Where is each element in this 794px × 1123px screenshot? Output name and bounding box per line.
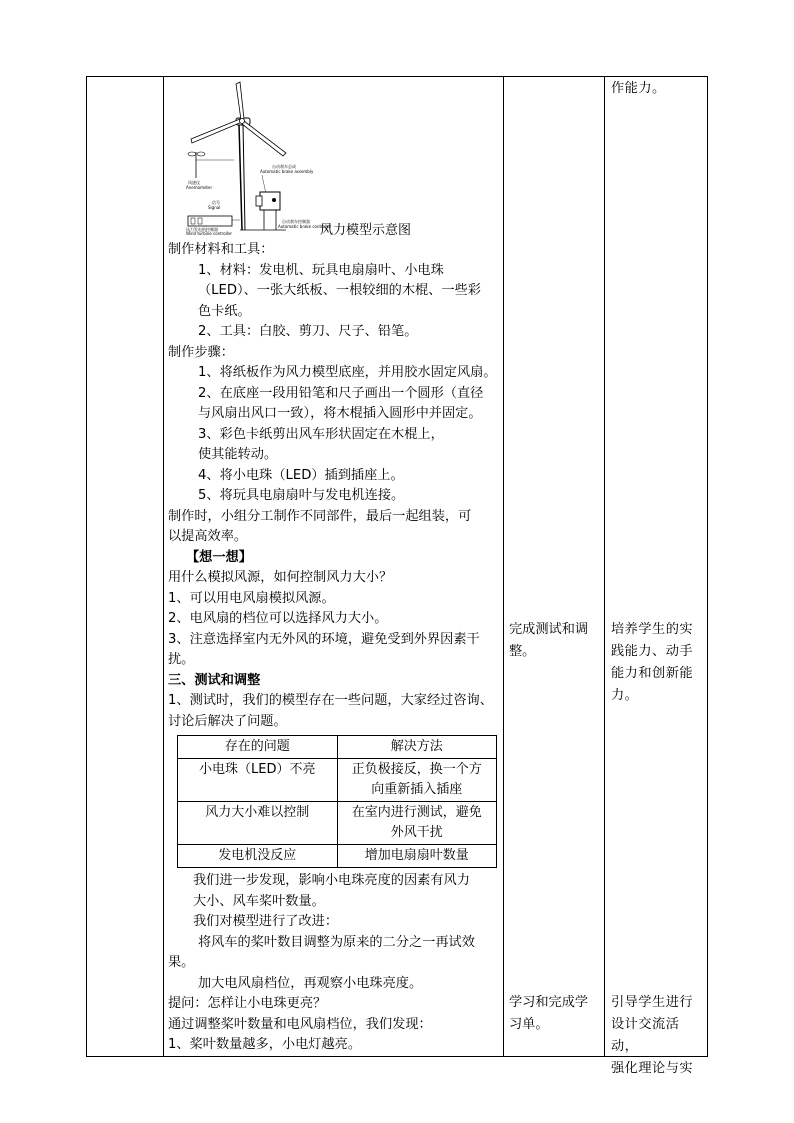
- materials-item-1-cont: （LED）、一张大纸板、一根较细的木棍、一些彩: [198, 283, 481, 298]
- student-activity-2: [509, 992, 601, 1036]
- wind-turbine-diagram: [182, 80, 342, 236]
- solution-cell: [337, 802, 497, 845]
- problem-cell: 小电珠（LED）不亮: [178, 759, 338, 802]
- table-border-top: [86, 76, 708, 77]
- test-section-title: 三、测试和调整: [168, 672, 261, 688]
- design-intent-2: [611, 992, 705, 1080]
- intent-line: 践能力、动手: [611, 644, 694, 659]
- intent-line: 强化理论与实: [611, 1061, 694, 1076]
- student-activity-1: [509, 619, 601, 663]
- teaching-content-column: [168, 80, 500, 1056]
- intent-line: 作能力。: [611, 81, 666, 96]
- table-border-left: [86, 76, 87, 1057]
- intent-line: 培养学生的实: [611, 622, 694, 637]
- table-border-right: [707, 76, 708, 1057]
- solution-line: 外风干扰: [390, 825, 443, 840]
- header-problem: 存在的问题: [178, 736, 338, 759]
- step-4: 4、将小电珠（LED）插到插座上。: [198, 467, 404, 483]
- anemometer-label-cn: 风速仪: [188, 180, 200, 185]
- test-intro: 1、测试时，我们的模型存在一些问题，大家经过咨询、: [168, 693, 493, 708]
- signal-label-en: Signal: [208, 205, 221, 210]
- materials-item-1: 1、材料：发电机、玩具电扇扇叶、小电珠: [198, 262, 444, 278]
- controller-label-en: Wind turbine controller: [186, 231, 233, 236]
- table-header-row: [178, 736, 497, 759]
- steps-note-cont: 以提高效率。: [168, 529, 248, 544]
- brake-assembly-label-cn: 自动刹车总成: [272, 164, 296, 169]
- solution-line: 正负极接反，换一个方: [351, 762, 482, 777]
- intent-line: 引导学生进行: [611, 995, 694, 1010]
- column-divider-3: [604, 76, 605, 1057]
- table-row: [178, 802, 497, 845]
- step-1: 1、将纸板作为风力模型底座，并用胶水固定风扇。: [198, 365, 497, 380]
- materials-item-1-end: 色卡纸。: [198, 303, 251, 319]
- step-3: 3、彩色卡纸剪出风车形状固定在木棍上，: [198, 426, 444, 442]
- column-divider-2: [503, 76, 504, 1057]
- design-intent-top: [611, 78, 705, 100]
- intent-line: 设计交流活动，: [611, 1017, 680, 1054]
- wind-turbine-figure: [168, 80, 500, 240]
- signal-label-cn: 信号: [212, 200, 220, 205]
- discovery-intro: 通过调整桨叶数量和电风扇档位，我们发现：: [168, 1016, 432, 1032]
- finding-cont: 大小、风车桨叶数量。: [193, 893, 325, 909]
- step-5: 5、将玩具电扇扇叶与发电机连接。: [198, 488, 405, 503]
- solution-line: 在室内进行测试，避免: [351, 805, 482, 820]
- think-answer-2: 2、电风扇的档位可以选择风力大小。: [168, 611, 388, 626]
- think-answer-3-cont: 扰。: [168, 652, 195, 667]
- design-intent-1: [611, 619, 705, 707]
- step-2-cont: 与风扇出风口一致），将木棍插入圆形中并固定。: [198, 406, 482, 421]
- brake-controller-label-en: Automatic brake controller: [278, 224, 332, 229]
- solution-cell: 增加电扇扇叶数量: [337, 845, 497, 868]
- intent-line: 能力和创新能: [611, 666, 694, 681]
- problem-solution-table: [177, 735, 497, 868]
- activity-line: 学习和完成学: [509, 995, 589, 1010]
- table-row: [178, 759, 497, 802]
- think-answer-1: 1、可以用电风扇模拟风源。: [168, 590, 335, 606]
- activity-line: 完成测试和调: [509, 622, 589, 637]
- solution-line: 向重新插入插座: [371, 782, 463, 797]
- steps-note: 制作时，小组分工制作不同部件，最后一起组装，可: [168, 508, 472, 524]
- table-row: [178, 845, 497, 868]
- steps-title: 制作步骤：: [168, 344, 234, 360]
- think-answer-3: 3、注意选择室内无外风的环境，避免受到外界因素干: [168, 631, 480, 647]
- anemometer-label-en: Anemometer: [186, 185, 213, 190]
- activity-line: 整。: [509, 644, 536, 659]
- question: 提问：怎样让小电珠更亮？: [168, 996, 327, 1011]
- header-solution: 解决方法: [337, 736, 497, 759]
- think-title: 【想一想】: [186, 549, 252, 565]
- test-intro-cont: 讨论后解决了问题。: [168, 713, 287, 729]
- intent-line: 力。: [611, 688, 639, 703]
- improvement-intro: 我们对模型进行了改进：: [193, 914, 339, 929]
- solution-cell: [337, 759, 497, 802]
- improvement-2: 加大电风扇档位，再观察小电珠亮度。: [198, 975, 423, 991]
- improvement-1-cont: 果。: [168, 955, 195, 970]
- materials-item-2: 2、工具：白胶、剪刀、尺子、铅笔。: [198, 324, 418, 339]
- problem-cell: 风力大小难以控制: [178, 802, 338, 845]
- improvement-1: 将风车的桨叶数目调整为原来的二分之一再试效: [198, 934, 475, 950]
- discovery-1: 1、桨叶数量越多，小电灯越亮。: [168, 1037, 362, 1052]
- column-divider-1: [163, 76, 164, 1057]
- step-3-cont: 使其能转动。: [198, 447, 278, 462]
- finding: 我们进一步发现，影响小电珠亮度的因素有风力: [193, 873, 470, 888]
- activity-line: 习单。: [509, 1017, 549, 1032]
- controller-label-cn: 风力发电机控制器: [186, 227, 218, 232]
- materials-title: 制作材料和工具：: [168, 242, 274, 257]
- brake-assembly-label-en: Automatic brake assembly: [260, 169, 314, 174]
- figure-caption: 风力模型示意图: [320, 223, 412, 238]
- think-question: 用什么模拟风源，如何控制风力大小？: [168, 570, 393, 585]
- problem-cell: 发电机没反应: [178, 845, 338, 868]
- step-2: 2、在底座一段用铅笔和尺子画出一个圆形（直径: [198, 385, 484, 401]
- brake-controller-label-cn: 自动刹车控制器: [282, 219, 310, 224]
